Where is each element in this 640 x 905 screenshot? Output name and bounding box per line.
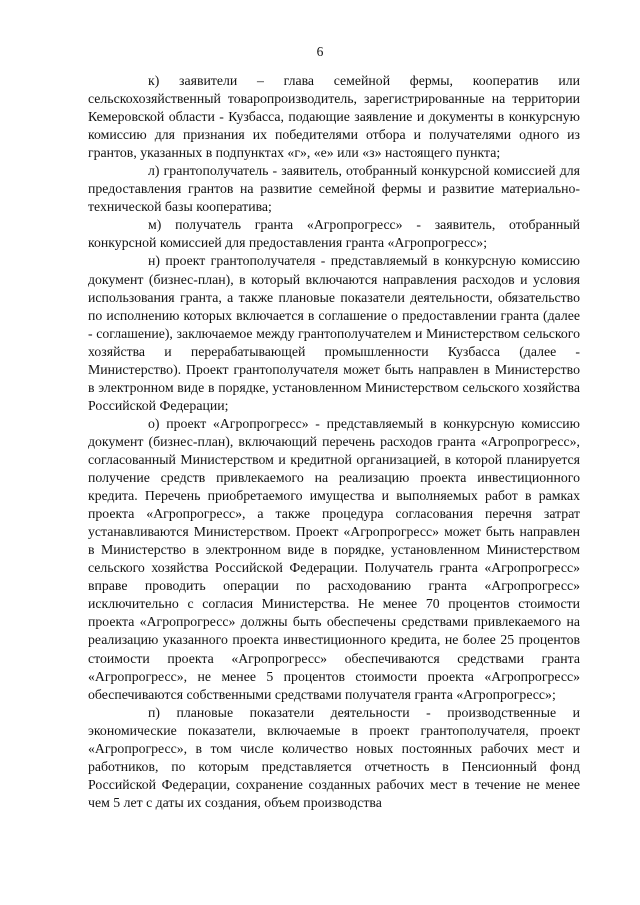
- paragraph-k-applicants: к) заявители – глава семейной фермы, кооператив или сельскохозяйственный товаропроизводитель, зарегистрированные на территории Кемеровской области - Кузбасса, подающие заявление и документы в конкурсную комиссию для признания их победителями отбора и получателями одного из грантов, указанных в подпунктах «г», «е» или «з» настоящего пункта;: [88, 73, 580, 161]
- page-number: 6: [316, 44, 324, 59]
- document-body: [88, 72, 580, 812]
- paragraph-p-planned-indicators: п) плановые показатели деятельности - производственные и экономические показатели, включаемые в проект грантополучателя, проект «Агропрогресс», в том числе количество новых постоянных рабочих мест и работников, по которым представляется отчетность в Пенсионный фонд Российской Федерации, сохранение созданных рабочих мест в течение не менее чем 5 лет с даты их создания, объем производства: [88, 704, 580, 810]
- paragraph-o-agroprogress-project: о) проект «Агропрогресс» - представляемый в конкурсную комиссию документ (бизнес-план), включающий перечень расходов гранта «Агропрогресс», согласованный Министерством и кредитной организацией, в которой планируется получение средств привлекаемого на реализацию проекта инвестиционного кредита. Перечень приобретаемого имущества и выполняемых работ в рамках проекта «Агропрогресс», а также процедура согласования перечня затрат устанавливаются Министерством. Проект «Агропрогресс» может быть направлен в Министерство в электронном виде в порядке, установленном Министерством сельского хозяйства Российской Федерации. Получатель гранта «Агропрогресс» вправе проводить операции по расходованию гранта «Агропрогресс» исключительно с согласия Министерства. Не менее 70 процентов стоимости проекта «Агропрогресс» должны быть обеспечены средствами привлекаемого на реализацию указанного проекта инвестиционного кредита, не более 25 процентов стоимости проекта «Агропрогресс» обеспечиваются средствами гранта «Агропрогресс», не менее 5 процентов стоимости проекта «Агропрогресс» обеспечиваются собственными средствами получателя гранта «Агропрогресс»;: [88, 415, 580, 702]
- paragraph-m-agroprogress-recipient: м) получатель гранта «Агропрогресс» - заявитель, отобранный конкурсной комиссией для предоставления гранта «Агропрогресс»;: [88, 217, 580, 251]
- paragraph-n-recipient-project: н) проект грантополучателя - представляемый в конкурсную комиссию документ (бизнес-план), в который включаются направления расходов и условия использования гранта, а также плановые показатели деятельности, обязательство по исполнению которых включается в соглашение о предоставлении гранта (далее - соглашение), заключаемое между грантополучателем и Министерством сельского хозяйства и перерабатывающей промышленности Кузбасса (далее - Министерство). Проект грантополучателя может быть направлен в Министерство в электронном виде в порядке, установленном Министерством сельского хозяйства Российской Федерации;: [88, 253, 580, 413]
- paragraph-l-grant-recipient: л) грантополучатель - заявитель, отобранный конкурсной комиссией для предоставления грантов на развитие семейной фермы и развитие материально-технической базы кооператива;: [88, 163, 580, 215]
